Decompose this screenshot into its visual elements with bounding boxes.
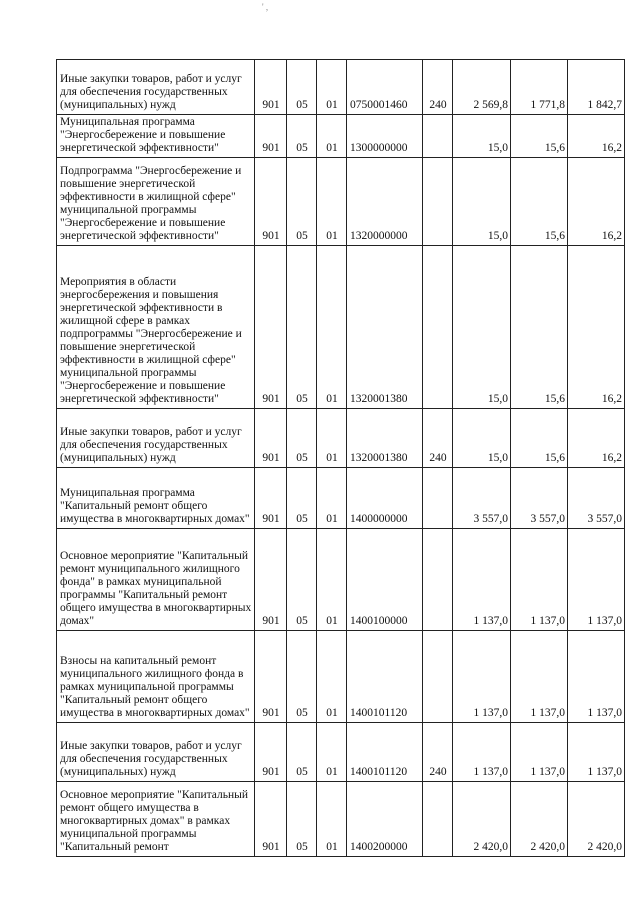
expense-type-cell xyxy=(423,468,453,529)
amount-year2-cell: 15,6 xyxy=(511,115,568,158)
table-row xyxy=(57,60,625,115)
ved-code-cell: 901 xyxy=(255,60,287,115)
target-article-cell: 0750001460 xyxy=(347,60,423,115)
amount-year1-cell: 15,0 xyxy=(453,158,511,246)
subsection-code-cell: 01 xyxy=(317,631,347,723)
section-code-cell: 05 xyxy=(287,158,317,246)
section-code-cell: 05 xyxy=(287,409,317,468)
amount-year3-cell: 16,2 xyxy=(568,246,625,409)
row-name-cell: Мероприятия в области энергосбережения и повышения энергетической эффективности в жилищной сфере в рамках подпрограммы "Энергосбережение и повышение энергетической эффективности в жилищной сфере" муниципальной программы "Энергосбережение и повышение энергетической эффективности" xyxy=(57,246,255,409)
ved-code-cell: 901 xyxy=(255,409,287,468)
subsection-code-cell: 01 xyxy=(317,409,347,468)
amount-year2-cell: 3 557,0 xyxy=(511,468,568,529)
expense-type-cell xyxy=(423,529,453,631)
subsection-code-cell: 01 xyxy=(317,723,347,782)
target-article-cell: 1300000000 xyxy=(347,115,423,158)
expense-type-cell xyxy=(423,246,453,409)
section-code-cell: 05 xyxy=(287,60,317,115)
table-row xyxy=(57,158,625,246)
target-article-cell: 1400200000 xyxy=(347,782,423,857)
row-name-cell: Иные закупки товаров, работ и услуг для обеспечения государственных (муниципальных) нужд xyxy=(57,60,255,115)
row-name-cell: Иные закупки товаров, работ и услуг для обеспечения государственных (муниципальных) нужд xyxy=(57,723,255,782)
target-article-cell: 1320000000 xyxy=(347,158,423,246)
amount-year3-cell: 3 557,0 xyxy=(568,468,625,529)
row-name-cell: Иные закупки товаров, работ и услуг для обеспечения государственных (муниципальных) нужд xyxy=(57,409,255,468)
subsection-code-cell: 01 xyxy=(317,246,347,409)
row-name-cell: Подпрограмма "Энергосбережение и повышение энергетической эффективности в жилищной сфере" муниципальной программы "Энергосбережение и повышение энергетической эффективности" xyxy=(57,158,255,246)
section-code-cell: 05 xyxy=(287,782,317,857)
scan-mark: ' , xyxy=(262,2,269,12)
target-article-cell: 1400101120 xyxy=(347,723,423,782)
subsection-code-cell: 01 xyxy=(317,115,347,158)
subsection-code-cell: 01 xyxy=(317,529,347,631)
amount-year1-cell: 15,0 xyxy=(453,409,511,468)
ved-code-cell: 901 xyxy=(255,158,287,246)
amount-year1-cell: 1 137,0 xyxy=(453,723,511,782)
ved-code-cell: 901 xyxy=(255,782,287,857)
amount-year1-cell: 2 569,8 xyxy=(453,60,511,115)
amount-year3-cell: 16,2 xyxy=(568,115,625,158)
amount-year2-cell: 1 771,8 xyxy=(511,60,568,115)
amount-year2-cell: 1 137,0 xyxy=(511,723,568,782)
section-code-cell: 05 xyxy=(287,246,317,409)
table-row xyxy=(57,631,625,723)
amount-year2-cell: 1 137,0 xyxy=(511,529,568,631)
table-row xyxy=(57,529,625,631)
subsection-code-cell: 01 xyxy=(317,468,347,529)
ved-code-cell: 901 xyxy=(255,723,287,782)
target-article-cell: 1400000000 xyxy=(347,468,423,529)
row-name-cell: Основное мероприятие "Капитальный ремонт общего имущества в многоквартирных домах" в рамках муниципальной программы "Капитальный ремонт xyxy=(57,782,255,857)
amount-year1-cell: 2 420,0 xyxy=(453,782,511,857)
amount-year3-cell: 1 842,7 xyxy=(568,60,625,115)
expense-type-cell xyxy=(423,158,453,246)
amount-year3-cell: 1 137,0 xyxy=(568,723,625,782)
ved-code-cell: 901 xyxy=(255,115,287,158)
amount-year2-cell: 15,6 xyxy=(511,409,568,468)
section-code-cell: 05 xyxy=(287,115,317,158)
expense-type-cell: 240 xyxy=(423,60,453,115)
amount-year1-cell: 15,0 xyxy=(453,115,511,158)
amount-year3-cell: 1 137,0 xyxy=(568,529,625,631)
amount-year2-cell: 15,6 xyxy=(511,246,568,409)
target-article-cell: 1320001380 xyxy=(347,246,423,409)
expense-type-cell xyxy=(423,115,453,158)
expense-type-cell: 240 xyxy=(423,409,453,468)
amount-year2-cell: 1 137,0 xyxy=(511,631,568,723)
table-row xyxy=(57,782,625,857)
section-code-cell: 05 xyxy=(287,631,317,723)
section-code-cell: 05 xyxy=(287,468,317,529)
subsection-code-cell: 01 xyxy=(317,782,347,857)
amount-year1-cell: 3 557,0 xyxy=(453,468,511,529)
row-name-cell: Основное мероприятие "Капитальный ремонт муниципального жилищного фонда" в рамках муниципальной программы "Капитальный ремонт общего имущества в многоквартирных домах" xyxy=(57,529,255,631)
ved-code-cell: 901 xyxy=(255,468,287,529)
subsection-code-cell: 01 xyxy=(317,60,347,115)
ved-code-cell: 901 xyxy=(255,631,287,723)
amount-year1-cell: 15,0 xyxy=(453,246,511,409)
expense-type-cell: 240 xyxy=(423,723,453,782)
amount-year3-cell: 2 420,0 xyxy=(568,782,625,857)
amount-year2-cell: 15,6 xyxy=(511,158,568,246)
amount-year1-cell: 1 137,0 xyxy=(453,529,511,631)
target-article-cell: 1320001380 xyxy=(347,409,423,468)
row-name-cell: Муниципальная программа "Энергосбережение и повышение энергетической эффективности" xyxy=(57,115,255,158)
amount-year2-cell: 2 420,0 xyxy=(511,782,568,857)
amount-year3-cell: 16,2 xyxy=(568,158,625,246)
table-row xyxy=(57,723,625,782)
table-row xyxy=(57,115,625,158)
subsection-code-cell: 01 xyxy=(317,158,347,246)
target-article-cell: 1400101120 xyxy=(347,631,423,723)
amount-year3-cell: 1 137,0 xyxy=(568,631,625,723)
budget-table xyxy=(56,59,625,857)
amount-year3-cell: 16,2 xyxy=(568,409,625,468)
table-row xyxy=(57,246,625,409)
table-row xyxy=(57,409,625,468)
expense-type-cell xyxy=(423,631,453,723)
amount-year1-cell: 1 137,0 xyxy=(453,631,511,723)
ved-code-cell: 901 xyxy=(255,246,287,409)
table-row xyxy=(57,468,625,529)
ved-code-cell: 901 xyxy=(255,529,287,631)
section-code-cell: 05 xyxy=(287,529,317,631)
target-article-cell: 1400100000 xyxy=(347,529,423,631)
row-name-cell: Взносы на капитальный ремонт муниципального жилищного фонда в рамках муниципальной программы "Капитальный ремонт общего имущества в многоквартирных домах" xyxy=(57,631,255,723)
expense-type-cell xyxy=(423,782,453,857)
section-code-cell: 05 xyxy=(287,723,317,782)
row-name-cell: Муниципальная программа "Капитальный ремонт общего имущества в многоквартирных домах" xyxy=(57,468,255,529)
